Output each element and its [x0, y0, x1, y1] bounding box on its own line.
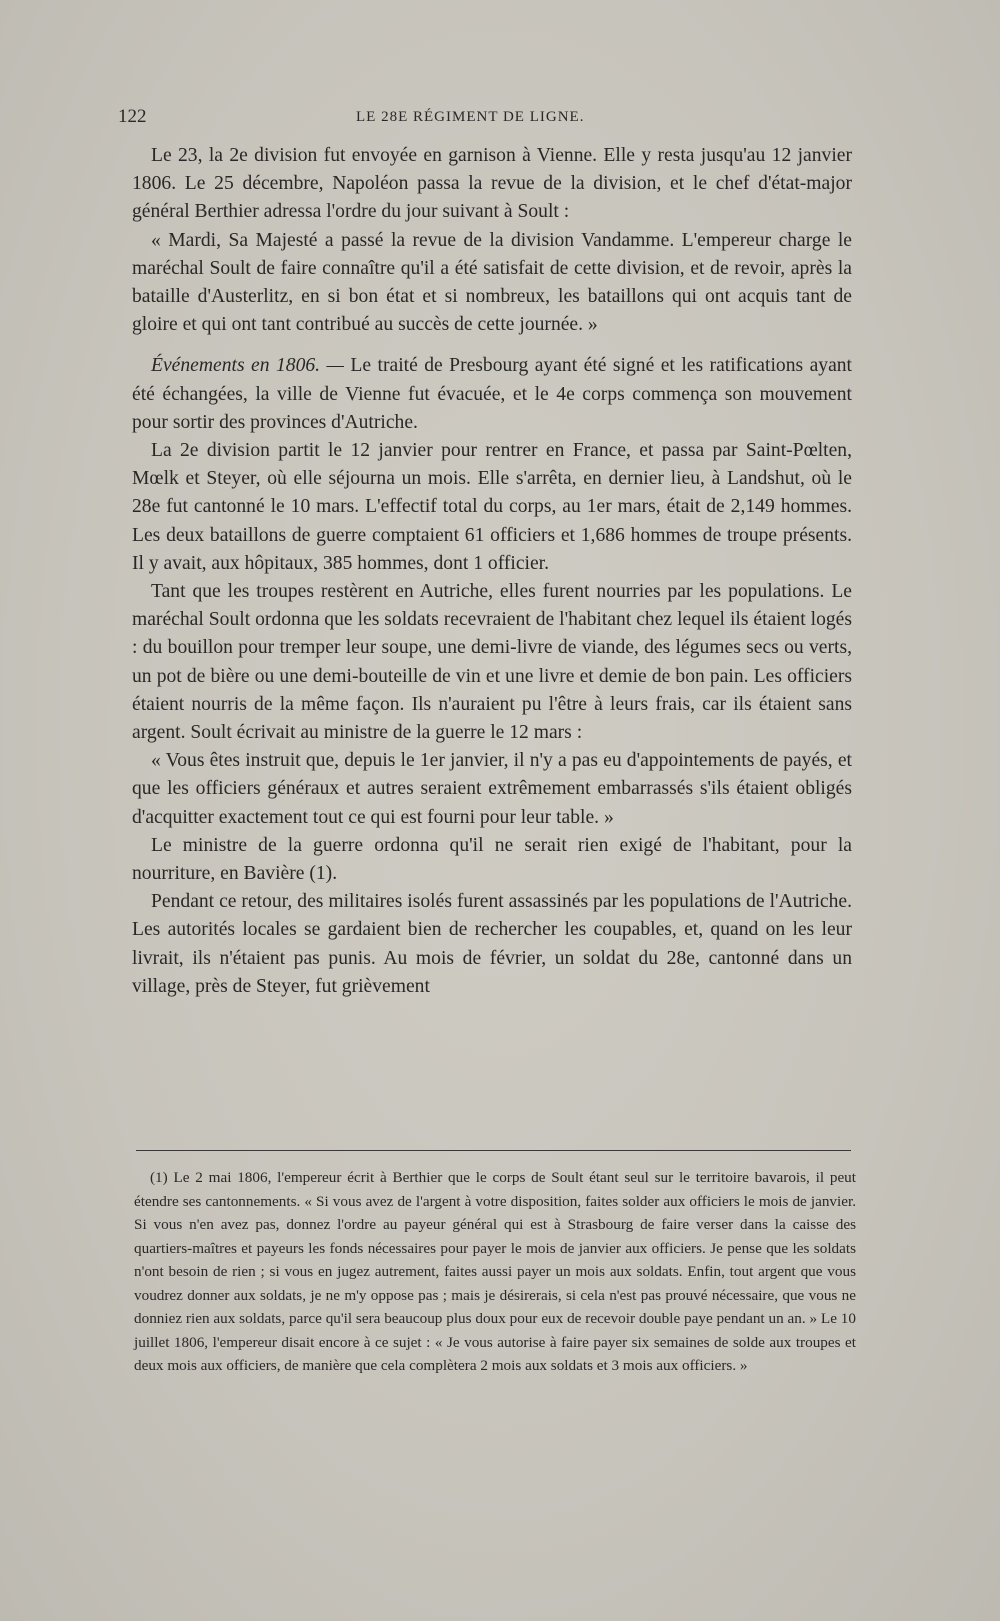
page-number: 122: [118, 106, 147, 127]
quotation-paragraph: « Mardi, Sa Majesté a passé la revue de la division Vandamme. L'empereur charge le maréchal Soult de faire connaître qu'il a été satisfait de cette division, et de revoir, après la bataille d'Austerlitz, en si bon état et si nombreux, les bataillons qui ont acquis tant de gloire et qui ont tant contribué au succès de cette journée. »: [132, 229, 852, 336]
paragraph: Pendant ce retour, des militaires isolés furent assassinés par les populations de l'Autriche. Les autorités locales se gardaient bien de rechercher les coupables, et, quand on les leur livrait, ils n'étaient pas punis. Au mois de février, un soldat du 28e, cantonné dans un village, près de Steyer, fut grièvement: [132, 891, 852, 997]
section-text: Le traité de Presbourg ayant été signé et les ratifications ayant été échangées, la ville de Vienne fut évacuée, et le 4e corps commença son mouvement pour sortir des provinces d'Autriche.: [132, 355, 853, 433]
section-paragraph: [132, 352, 852, 437]
paragraph: Le ministre de la guerre ordonna qu'il ne serait rien exigé de l'habitant, pour la nourriture, en Bavière (1).: [132, 834, 852, 885]
section-heading: Événements en 1806. —: [151, 355, 344, 377]
running-title: LE 28E RÉGIMENT DE LIGNE.: [356, 109, 585, 125]
footnote: [134, 1166, 856, 1378]
footnote-rule: [136, 1150, 851, 1151]
paragraph: La 2e division partit le 12 janvier pour rentrer en France, et passa par Saint-Pœlten, Mœlk et Steyer, où elle séjourna un mois. Elle s'arrêta, en dernier lieu, à Landshut, où le 28e fut cantonné le 10 mars. L'effectif total du corps, au 1er mars, était de 2,149 hommes. Les deux bataillons de guerre comptaient 61 officiers et 1,686 hommes de troupe présents. Il y avait, aux hôpitaux, 385 hommes, dont 1 officier.: [132, 440, 852, 574]
footnote-text: (1) Le 2 mai 1806, l'empereur écrit à Berthier que le corps de Soult étant seul sur le territoire bavarois, il peut étendre ses cantonnements. « Si vous avez de l'argent à votre disposition, faites solder aux officiers le mois de janvier. Si vous n'en avez pas, donnez l'ordre au payeur général qui est à Strasbourg de faire verser dans la caisse des quartiers-maîtres et payeurs les fonds nécessaires pour payer le mois de janvier aux officiers. Je pense que les soldats n'ont besoin de rien ; si vous en jugez autrement, faites aussi payer un mois aux soldats. Enfin, tout argent que vous voudrez donner aux soldats, je ne m'y oppose pas ; mais je désirerais, si cela n'est pas prouvé nécessaire, que vous ne donniez rien aux soldats, parce qu'il sera beaucoup plus doux pour eux de recevoir double paye pendant un an. » Le 10 juillet 1806, l'empereur disait encore à ce sujet : « Je vous autorise à faire payer six semaines de solde aux troupes et deux mois aux officiers, de manière que cela complètera 2 mois aux soldats et 3 mois aux officiers. »: [134, 1169, 856, 1374]
quotation-paragraph: « Vous êtes instruit que, depuis le 1er janvier, il n'y a pas eu d'appointements de payés, et que les officiers généraux et autres seraient extrêmement embarrassés s'ils étaient obligés d'acquitter exactement tout ce qui est fourni pour leur table. »: [132, 750, 852, 828]
paragraph: Le 23, la 2e division fut envoyée en garnison à Vienne. Elle y resta jusqu'au 12 janvier 1806. Le 25 décembre, Napoléon passa la revue de la division, et le chef d'état-major général Berthier adressa l'ordre du jour suivant à Soult :: [132, 145, 852, 223]
running-head: [118, 106, 848, 130]
paragraph: Tant que les troupes restèrent en Autriche, elles furent nourries par les populations. Le maréchal Soult ordonna que les soldats recevraient de l'habitant chez lequel ils étaient logés : du bouillon pour tremper leur soupe, une demi-livre de viande, des légumes secs ou verts, un pot de bière ou une demi-bouteille de vin et une livre et demie de bon pain. Les officiers étaient nourris de la même façon. Ils n'auraient pu l'être à leurs frais, car ils étaient sans argent. Soult écrivait au ministre de la guerre le 12 mars :: [132, 581, 852, 744]
main-text: [132, 142, 852, 1001]
